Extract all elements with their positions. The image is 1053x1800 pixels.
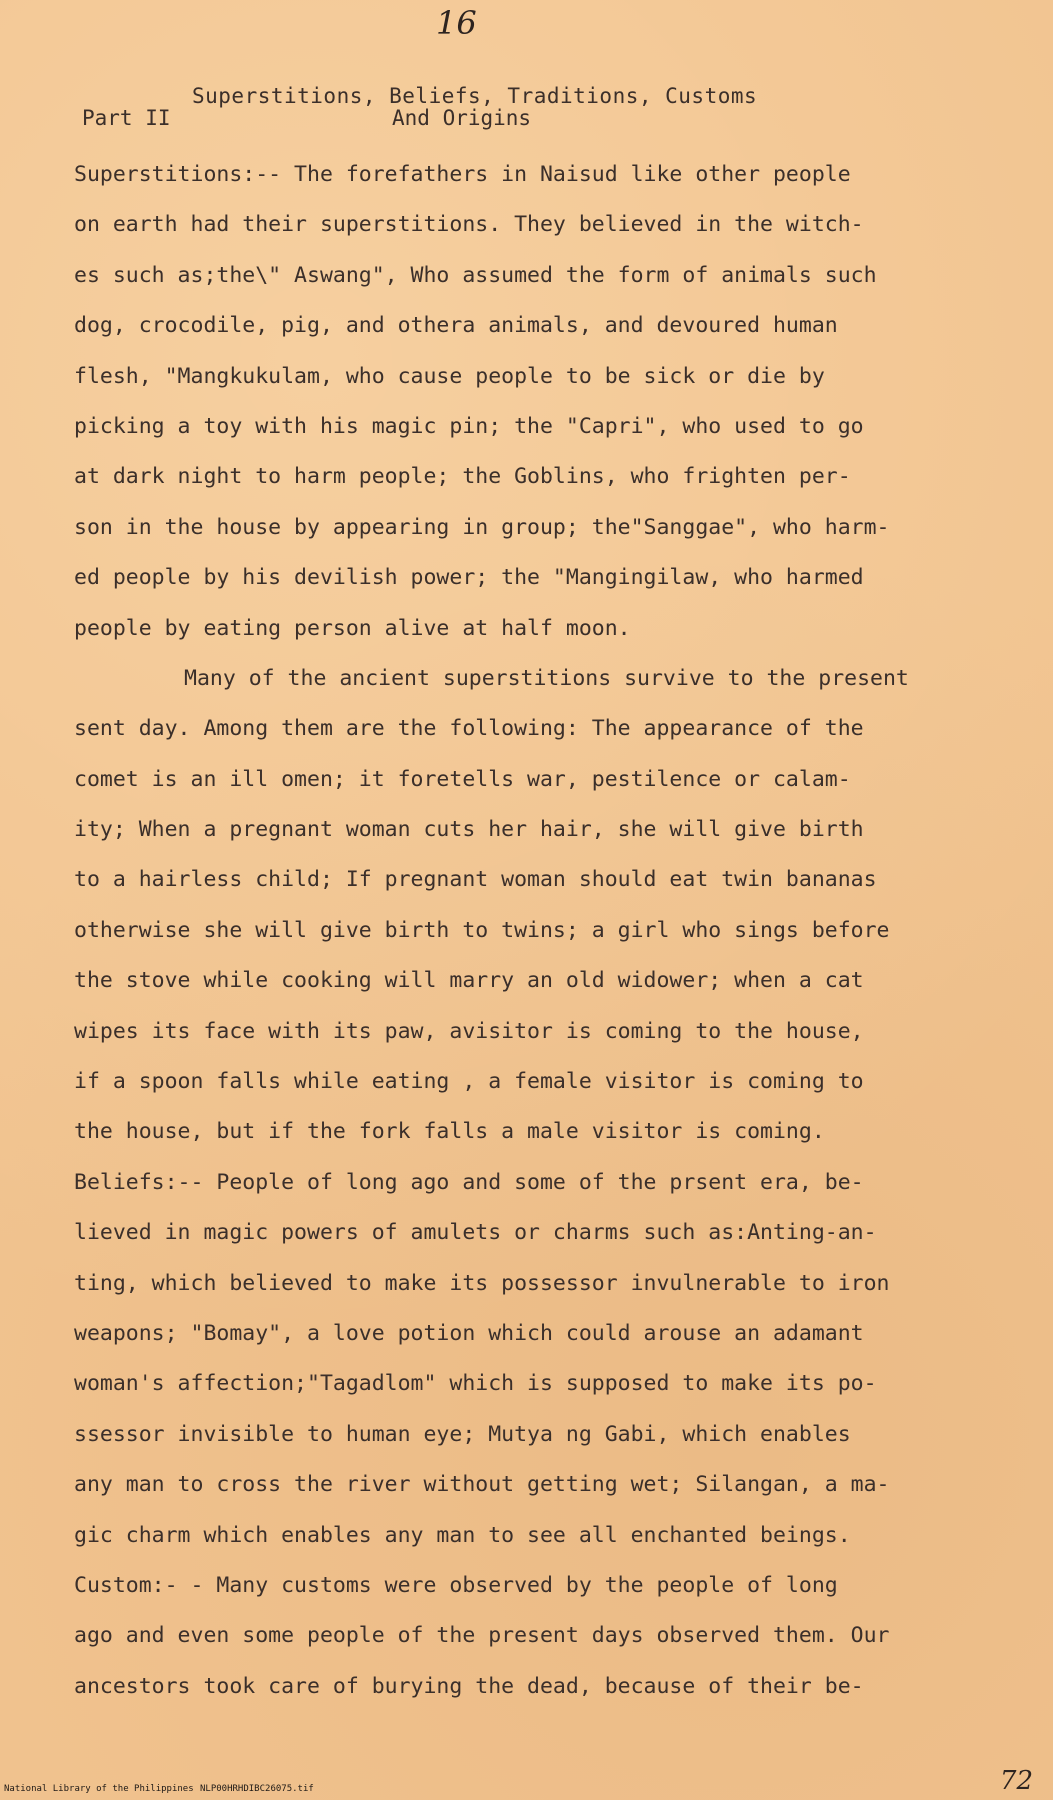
text-line: on earth had their superstitions. They believed in the witch- <box>74 212 864 238</box>
text-line: picking a toy with his magic pin; the "Capri", who used to go <box>74 413 864 439</box>
text-line: Beliefs:-- People of long ago and some of the prsent era, be- <box>74 1169 864 1195</box>
page-number: 16 <box>436 4 477 42</box>
text-line: son in the house by appearing in group; the"Sanggae", who harm- <box>74 514 890 540</box>
text-line: ago and even some people of the present days observed them. Our <box>74 1623 890 1649</box>
text-line: at dark night to harm people; the Goblins, who frighten per- <box>74 464 851 490</box>
text-line: dog, crocodile, pig, and othera animals, and devoured human <box>74 313 838 339</box>
text-line: Custom:- - Many customs were observed by the people of long <box>74 1572 838 1598</box>
text-line: people by eating person alive at half moon. <box>74 615 631 641</box>
text-line: gic charm which enables any man to see all enchanted beings. <box>74 1522 851 1548</box>
body-text <box>74 150 1034 1712</box>
text-line: weapons; "Bomay", a love potion which could arouse an adamant <box>74 1320 864 1346</box>
text-line: es such as;the\" Aswang", Who assumed the form of animals such <box>74 262 877 288</box>
text-line: otherwise she will give birth to twins; a girl who sings before <box>74 917 890 943</box>
part-label: Part II <box>82 106 171 130</box>
title-line-2: And Origins <box>392 106 532 130</box>
text-line: ancestors took care of burying the dead, because of their be- <box>74 1673 864 1699</box>
text-line: the house, but if the fork falls a male visitor is coming. <box>74 1119 825 1145</box>
text-line: ity; When a pregnant woman cuts her hair, she will give birth <box>74 817 864 843</box>
text-line: ed people by his devilish power; the "Mangingilaw, who harmed <box>74 565 864 591</box>
text-line: any man to cross the river without getting wet; Silangan, a ma- <box>74 1472 890 1498</box>
text-line: Many of the ancient superstitions survive to the present <box>184 665 909 691</box>
text-line: if a spoon falls while eating , a female visitor is coming to <box>74 1069 864 1095</box>
text-line: woman's affection;"Tagadlom" which is supposed to make its po- <box>74 1371 877 1397</box>
title-line-1: Superstitions, Beliefs, Traditions, Customs <box>192 84 758 108</box>
text-line: ting, which believed to make its possessor invulnerable to iron <box>74 1270 890 1296</box>
text-line: the stove while cooking will marry an old widower; when a cat <box>74 968 864 994</box>
text-line: flesh, "Mangkukulam, who cause people to be sick or die by <box>74 363 825 389</box>
text-line: ssessor invisible to human eye; Mutya ng Gabi, which enables <box>74 1421 851 1447</box>
text-line: comet is an ill omen; it foretells war, pestilence or calam- <box>74 766 851 792</box>
text-line: sent day. Among them are the following: The appearance of the <box>74 716 864 742</box>
file-name: NLP00HRHDIBC26075.tif <box>200 1784 314 1794</box>
library-credit: National Library of the Philippines <box>4 1784 194 1794</box>
text-line: lieved in magic powers of amulets or charms such as:Anting-an- <box>74 1220 877 1246</box>
folio-number: 72 <box>999 1766 1033 1796</box>
text-line: wipes its face with its paw, avisitor is coming to the house, <box>74 1018 864 1044</box>
text-line: Superstitions:-- The forefathers in Naisud like other people <box>74 162 851 187</box>
text-line: to a hairless child; If pregnant woman should eat twin bananas <box>74 867 877 893</box>
